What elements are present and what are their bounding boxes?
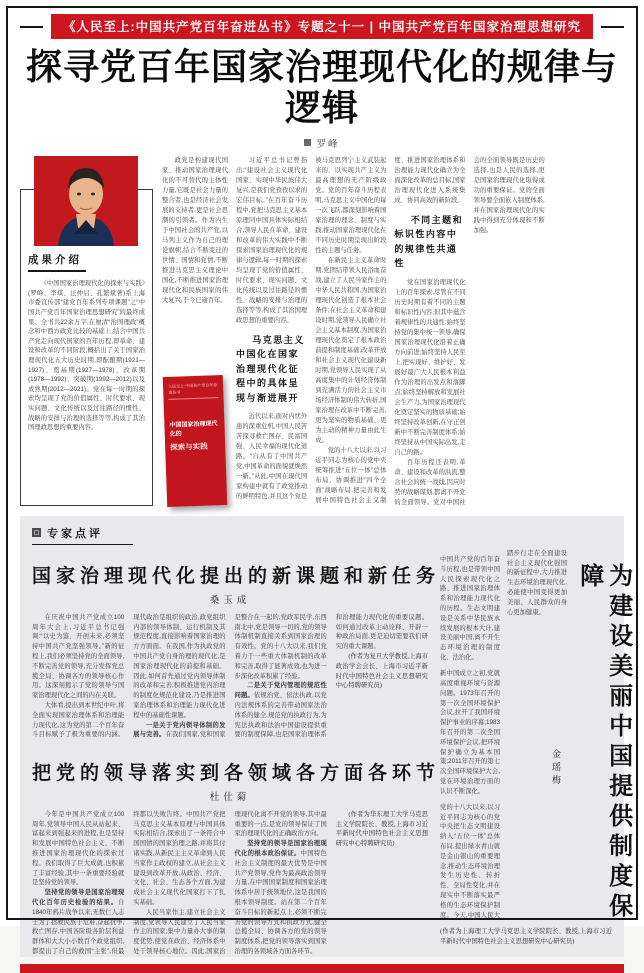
byline [20,136,624,150]
paragraph: 人民当家作主,建立社会主义制度,党领导人民建立了人民当家作主的国家;集中力量办大事的制度优势,使党在政治、经济体系中处于领导核心地位。因此,国家治理现代化离不开党的领导,其中最重要的一点,是党的领导保证了国家治理现代化的正确政治方向。 [133,810,327,955]
paragraph: 近代以来,面对内忧外患的深重危机,中国人民苦苦探寻救亡图存、民富国强、人民幸福的现代化道路。“自从有了中国共产党,中国革命的面貌就焕然一新。”从此,中国在现代国家构建中就有了政党推动的鲜明特色,并且这个党是被马克思列宁主义武装起来的、以实现共产主义为最高理想的无产阶级政党。党的百年奋斗历程表明,马克思主义中国化的每一次飞跃,都深刻影响着国家治理的理念、制度与实践,推动国家治理现代化在不同历史时期呈现出阶段性的主题与任务。 [236,156,387,501]
intro-box-rule [28,270,86,273]
series-kicker: 《人民至上:中国共产党百年奋进丛书》专题之十一 | 中国共产党百年国家治理思想研究 [51,14,593,39]
bottom-red-rule [20,964,624,973]
paragraph: 新中国成立之初,党就高度重视环境与资源问题。1973年召开的第一次全国环境保护会议,拉开了我国环境保护事业的序幕;1983年召开的第二次全国环境保护会议,把环境保护确立为基本国策;2011年召开的第七次全国环境保护大会,党在环境治理方面的认识不断深化。 [440,670,500,795]
expert-article-3-author: 金瑶梅 [549,745,564,792]
paragraph: 党的十八大以来,以习近平同志为核心的党中央把生态文明建设纳入“五位一体”总体布局,提出绿水青山就是金山银山的重要理念,推动生态环境治理发生历史性、转折性、全局性变化,并在现实中不断落实最严格的生态环境保护制度。今天,中国人民大踏步行走在全面建设社会主义现代化强国的新征程中,大力推进生态环境治理现代化,必能使中国变得更加美丽、人民群众的身心更加健康。 [440,549,567,919]
paragraph: 党在国家治理现代化上的百年探索,尽管在不同历史时期有着不同的主题和标识性内容,但其中蕴含着规律性的共通性:始终坚持党的集中统一领导,确保国家治理现代化沿着正确方向前进;始终坚持人民至上,把实现好、维护好、发展好最广大人民根本利益作为治理的出发点和落脚点;始终坚持解放和发展社会生产力,为国家治理现代化奠定坚实的物质基础;始终坚持改革创新,在守正创新中不断完善制度体系;始终坚持从中国实际出发,走自己的路。 [394,278,466,456]
main-headline: 探寻党百年国家治理现代化的规律与逻辑 [25,46,618,129]
paragraph: 党的十八大以来,以习近平同志为核心的党中央统筹推进“五位一体”总体布局、协调推进“四个全面”战略布局,把完善和发展中国特色社会主义制度、推进国家治理体系和治理能力现代化确立为全面深化改革的总目标,国家治理现代化进入系统集成、协同高效的新阶段。 [315,156,466,504]
author-name: 罗峰 [316,138,340,150]
intro-box-text: 《中国国家治理现代化的探索与实践》(罗峰、李琪、汪仲启、孔繁斌著)系上海市委宣传部“建党百年系列专项课题”之“中国共产党百年国家治理思想研究”的最终成果。全书共22余万字,在厘清“治国理政”概念和中西方政党比较的基础上,结合中国共产党走向现代国家的百年历程,即革命、建设和改革的不同阶段,概括出了关于国家治理现代化五大历史时期,即酝酿期(1921—1927)、奠基期(1927—1978)、改革期(1978—1992)、突破期(1992—2012)以及成熟期(2012—2021)。党在每一时期的探索均呈现了党的价值属性、时代要求、现实问题、文化传统以及过往路径的惯性、战略的安排与治理的选择等等,构成了其治国理政思想的重要内容。 [28,280,145,432]
paragraph: 坚持党的领导是国家治理现代化百年历史检验的结果。自1840年鸦片战争以来,无数仁人志士为了拯救民族于危难,奋起抗争,救亡图存,中国各阶级各阶层利益群体和大大小小数百个政党组织,都提出了自己的救国“主张”,但最终都以失败告终。中国共产党把马克思主义基本原理与中国具体实际相结合,探索出了一条符合中国国情的国家治理之路,并将其付诸实践,从新民主主义革命到人民当家作主政权的建立,从社会主义建设到改革开放,从政治、经济、文化、社会、生态各个方面,为建成社会主义现代化国家打下了扎实基础。 [32,810,226,955]
article-first-column [162,156,228,508]
expert-article-1-title: 国家治理现代化提出的新课题和新任务 [32,565,441,587]
book-cover [163,375,228,507]
paragraph: 习近平总书记曾指出:“建设社会主义现代化国家、实现中华民族伟大复兴,是我们党孜孜以求的宏伟目标。”在百年奋斗历程中,党把马克思主义基本原理同中国具体实际相结合,领导人民在革命、建设和改革的伟大实践中不断探索国家治理现代化的规律与逻辑,每一时期的探索均呈现了党的价值属性、时代要求、现实问题、文化传统以及过往路径的惯性、战略的安排与治理的选择等等,构成了其治国理政思想的重要内容。 [236,156,308,324]
author-photo [34,156,138,246]
expert-article-3-title: 为建设美丽中国提供制度保障 [575,562,632,923]
intro-column [20,156,153,508]
expert-panel-header [32,525,133,545]
paragraph: 在新民主主义革命时期,党团结带领人民浴血奋战,建立了人民当家作主的中华人民共和国,为国家治理现代化创造了根本社会条件;在社会主义革命和建设时期,党领导人民确立社会主义基本制度,为国家治理现代化奠定了根本政治前提和制度基础;改革开放和社会主义现代化建设新时期,党领导人民实现了从高度集中的计划经济体制到充满活力的社会主义市场经济体制的伟大转折,国家治理在改革中不断完善,更为坚实的物质基础、更为主动的精神力量由此生成。 [315,256,387,444]
kicker-row [20,14,624,39]
expert-article-2-author: 杜仕菊 [209,792,251,803]
book-title: 中国国家治理现代化的 [169,420,218,438]
book-subtitle: 探索与实践 [170,441,208,452]
expert-article-3-note: (作者为上海理工大学马克思主义学院院长、教授,上海市习近平新时代中国特色社会主义思想研究中心研究员) [440,928,612,945]
paragraph: 坚持党的领导是国家治理现代化的根本政治保证。中国特色社会主义制度的最大优势是中国共产党领导,党作为最高政治领导力量,在中国国家制度和国家治理体系中居于统领地位,这是我国的根本领导制度。站在第二个百年奋斗目标的新起点上,必须不断完善党的领导方式和执政方式,健全总揽全局、协调各方的党的领导制度体系,把党的领导落实到国家治理的各领域各方面各环节。 [234,840,327,955]
paragraph: 一是关于党内领导体制的发展与完善。在我们国家,党和国家是整合在一起的,党政军民学,东西南北中,党是领导一切的,党的领导体制机制直接关系到国家治理的有效性。党的十八大以来,我们党着力于一些重大体制机制的改革和完善,取得了显著成效,也为进一步深化改革积累了经验。 [133,613,327,739]
main-article [20,156,624,508]
paragraph: 中国共产党的百年奋斗历程,也是带领中国人民探索现代化之路、推进国家治理体系和治理能力现代化的历程。生态文明建设是关系中华民族永续发展的根本大计,建设美丽中国,离不开生态环境治理的制度化、法治化。 [440,556,500,662]
expert-article-1-body [32,613,428,746]
expert-article-2 [32,758,441,962]
expert-article-2-body [32,810,428,962]
expert-panel [20,516,632,957]
paragraph: 今年是中国共产党成立100周年,党领导中国人民从站起来、富起来到强起来的进程,也是坚持和发展中国特色社会主义、不断推进国家治理现代化的探索过程。我们取得了巨大成就,也积累了丰富经验,其中一条重要经验就是坚持党的领导。 [32,810,125,887]
expert-article-1-author: 桑玉成 [209,595,251,606]
paragraph: 二是关于党内管理的规范性问题。依规治党、依法执政,以党内法规体系的完善带动国家法治体系的健全,规范党的执政行为,为宪法执政和法治中国建设提供重要的制度保障,也是国家治理体系和治理能力现代化的重要议题。如何通过改革主动诠释、开辟一种政治局面,更是迫切需要我们研究的重大课题。 [234,613,428,739]
expert-article-1 [32,561,441,746]
intro-box-label: 成果介绍 [28,253,82,266]
expert-article-2-title: 把党的领导落实到各领域各方面各环节 [32,762,441,784]
paragraph: 政党是构建现代国家、推动国家治理现代化的不可替代的主体性力量,它既是社会力量的整合者,也是经济社会发展的支持者,更是社会思潮的引领者。作为内生于中国社会的共产党,以马列主义作为自己的理论旗帜,结合不断变迁的世情、国情和党情,不断推进马克思主义理论中国化,不断推进国家治理现代化和民族国家的伟大复兴,于今已逾百年。 [162,156,228,304]
paragraph: 在庆祝中国共产党成立100周年大会上,习近平总书记强调:“以史为鉴、开创未来,必须坚持中国共产党坚强领导。”新的征程上,我们必须坚持党的全面领导,不断完善党的领导,充分发挥党总揽全局、协调各方的领导核心作用。这深刻揭示了党的领导与国家治理现代化之间的内在关联。 [32,613,125,700]
section-marker-icon [32,528,41,537]
article-body-columns [236,156,624,508]
subheading: 马克思主义中国化在国家治理现代化征程中的具体呈现与渐进展开 [236,334,305,403]
expert-article-3-body [440,549,567,924]
expert-article-3 [440,549,632,947]
byline-marker-icon [304,139,311,146]
author-note: (作者为华东理工大学马克思主义学院院长、教授,上海市习近平新时代中国特色社会主义思想研究中心特聘研究员) [335,810,428,848]
subheading: 不同主题和标识性内容中的规律性共通性 [394,214,464,269]
expert-panel-label: 专家点评 [47,527,103,540]
author-note: (作者为复旦大学教授,上海市政治学会会长、上海市习近平新时代中国特色社会主义思想研究中心特聘研究员) [335,652,428,690]
book-series: 人民至上:中国共产党百年奋进丛书 [168,382,219,400]
paragraph: 百年历程还表明,革命、建设和改革的洪流,整合社会的统一战线,因应时势的战略谋划,都离不开党的全面领导。党对中国社会的全面领导既是历史的选择,也是人民的选择,更是国家治理现代化取得成功的重要保证。党的全面领导要全面嵌入制度体系,并在国家治理现代化的实践中得到充分体现和不断加强。 [394,156,545,506]
rule-left [20,26,43,28]
paragraph: 大体看,提出到本世纪中叶,将全面实现国家治理体系和治理能力现代化,这为党的第二个百年奋斗目标赋予了极为重要的内涵。现代政治是组织的政治,政党组织内部的领导体制、运行机制及其规范程度,直接影响着国家治理的方方面面。在我国,作为执政党的中国共产党自身治理的现代化,是国家治理现代化的前提和基础。因此,如何首先通过党内领导体制的改革和完善,积极推进党内治理的制度化规范化建设,乃是推进国家治理体系和治理能力现代化进程中的基础性课题。 [32,613,226,739]
rule-right [601,26,624,28]
